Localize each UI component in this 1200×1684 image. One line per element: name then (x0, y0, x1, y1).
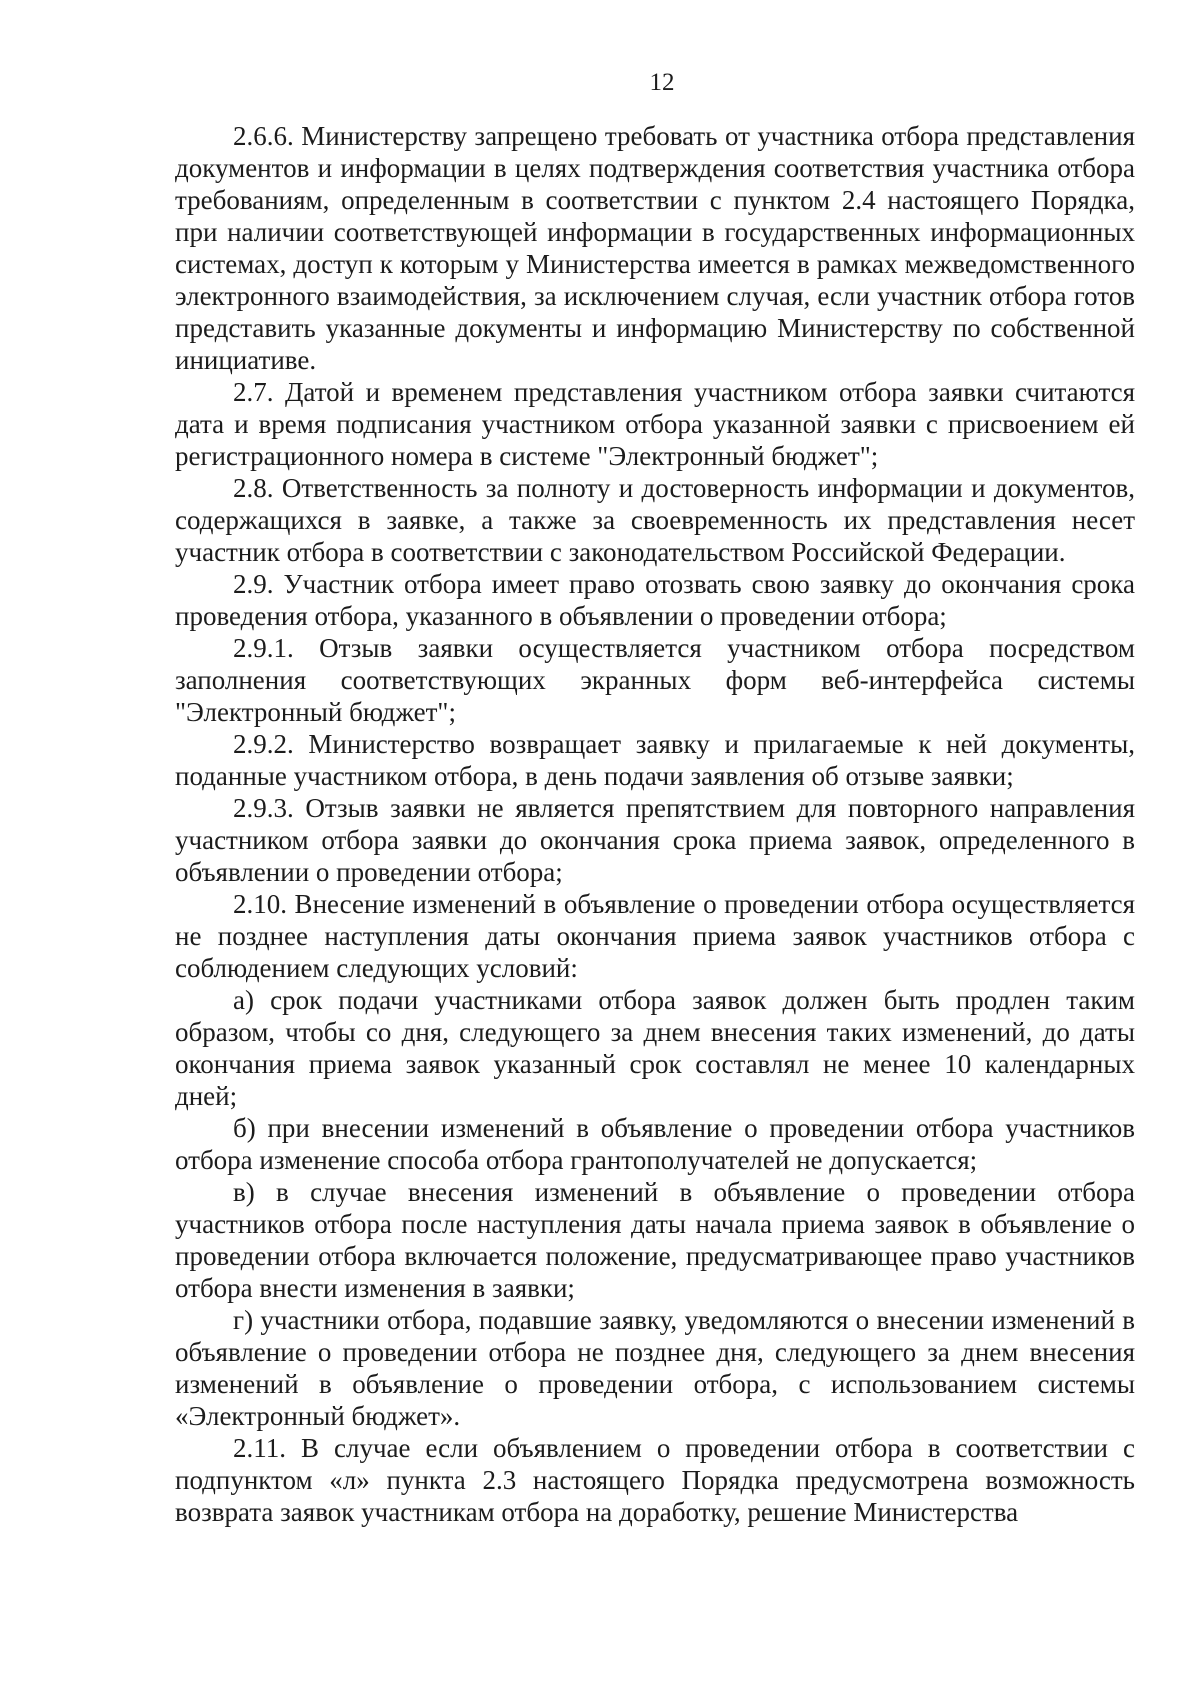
paragraph-2-9-2: 2.9.2. Министерство возвращает заявку и прилагаемые к ней документы, поданные участником отбора, в день подачи заявления об отзыве заявки; (175, 729, 1135, 791)
paragraph-2-11: 2.11. В случае если объявлением о проведении отбора в соответствии с подпунктом «л» пункта 2.3 настоящего Порядка предусмотрена возможность возврата заявок участникам отбора на доработку, решение Министерства (175, 1433, 1135, 1527)
paragraph-2-10-b: б) при внесении изменений в объявление о проведении отбора участников отбора изменение способа отбора грантополучателей не допускается; (175, 1113, 1135, 1175)
paragraph-2-10-v: в) в случае внесения изменений в объявление о проведении отбора участников отбора после наступления даты начала приема заявок в объявление о проведении отбора включается положение, предусматривающее право участников отбора внести изменения в заявки; (175, 1177, 1135, 1303)
paragraph-2-10: 2.10. Внесение изменений в объявление о проведении отбора осуществляется не позднее наступления даты окончания приема заявок участников отбора с соблюдением следующих условий: (175, 889, 1135, 983)
paragraph-2-8: 2.8. Ответственность за полноту и достоверность информации и документов, содержащихся в заявке, а также за своевременность их представления несет участник отбора в соответствии с законодательством Российской Федерации. (175, 473, 1135, 567)
paragraph-2-7: 2.7. Датой и временем представления участником отбора заявки считаются дата и время подписания участником отбора указанной заявки с присвоением ей регистрационного номера в системе "Электронный бюджет"; (175, 377, 1135, 471)
document-body (175, 120, 1135, 1528)
paragraph-2-6-6: 2.6.6. Министерству запрещено требовать от участника отбора представления документов и информации в целях подтверждения соответствия участника отбора требованиям, определенным в соответствии с пунктом 2.4 настоящего Порядка, при наличии соответствующей информации в государственных информационных системах, доступ к которым у Министерства имеется в рамках межведомственного электронного взаимодействия, за исключением случая, если участник отбора готов представить указанные документы и информацию Министерству по собственной инициативе. (175, 121, 1135, 375)
paragraph-2-9-1: 2.9.1. Отзыв заявки осуществляется участником отбора посредством заполнения соответствующих экранных форм веб-интерфейса системы "Электронный бюджет"; (175, 633, 1135, 727)
paragraph-2-10-a: а) срок подачи участниками отбора заявок должен быть продлен таким образом, чтобы со дня, следующего за днем внесения таких изменений, до даты окончания приема заявок указанный срок составлял не менее 10 календарных дней; (175, 985, 1135, 1111)
paragraph-2-10-g: г) участники отбора, подавшие заявку, уведомляются о внесении изменений в объявление о проведении отбора не позднее дня, следующего за днем внесения изменений в объявление о проведении отбора, с использованием системы «Электронный бюджет». (175, 1305, 1135, 1431)
paragraph-2-9: 2.9. Участник отбора имеет право отозвать свою заявку до окончания срока проведения отбора, указанного в объявлении о проведении отбора; (175, 569, 1135, 631)
page-number: 12 (649, 69, 675, 96)
paragraph-2-9-3: 2.9.3. Отзыв заявки не является препятствием для повторного направления участником отбора заявки до окончания срока приема заявок, определенного в объявлении о проведении отбора; (175, 793, 1135, 887)
